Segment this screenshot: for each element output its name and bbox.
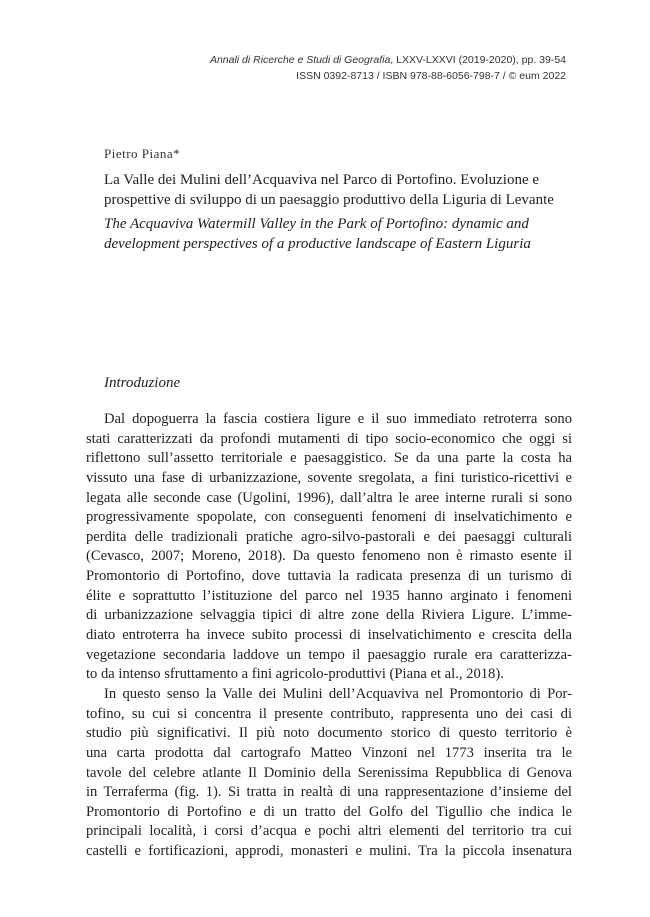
text-line: tofino, su cui si concentra il presente contributo, rappresenta uno dei casi di [86,705,572,722]
volume-pages: , LXXV-LXXVI (2019-2020), pp. 39-54 [390,54,566,66]
article-title-italian: La Valle dei Mulini dell’Acquaviva nel Parco di Portofino. Evoluzione e prospettive di sviluppo di un paesaggio produttivo della Liguria di Levante [104,172,554,208]
article-title-english: The Acquaviva Watermill Valley in the Park of Portofino: dynamic and development perspectives of a productive landscape of Eastern Liguria [104,216,531,252]
issn-line: ISSN 0392-8713 / ISBN 978-88-6056-798-7 / © eum 2022 [296,70,566,82]
text-line: Promontorio di Portofino, dove tuttavia la radicata presenza di un turismo di [86,568,572,585]
text-line: di urbanizzazione selvaggia tipici di altre zone della Riviera Ligure. L’imme- [86,607,572,624]
text-line: (Cevasco, 2007; Moreno, 2018). Da questo fenomeno non è rimasto esente il [86,548,572,565]
text-line: una carta prodotta dal cartografo Matteo Vinzoni nel 1773 inserita tra le [86,744,572,761]
text-line: studio più significativi. Il più noto documento storico di questo territorio è [86,725,572,742]
body-text [86,410,572,862]
text-line: In questo senso la Valle dei Mulini dell’Acquaviva nel Promontorio di Por- [104,685,572,702]
paragraph-1 [86,410,572,685]
text-line: stati caratterizzati da profondi mutamenti di tipo socio-economico che oggi si [86,430,572,447]
text-line: Promontorio di Portofino e di un tratto del Golfo del Tigullio che indica le [86,803,572,820]
text-line: Dal dopoguerra la fascia costiera ligure e il suo immediato retroterra sono [104,411,572,427]
paragraph-2 [86,685,572,862]
text-line: vissuto una fase di urbanizzazione, sovente sregolata, a fini turistico-ricettivi e [86,469,572,486]
text-line: perdita delle tradizionali pratiche agro-silvo-pastorali e dei paesaggi culturali [86,528,572,545]
text-line: tavole del celebre atlante Il Dominio della Serenissima Repubblica di Genova [86,764,572,781]
section-heading: Introduzione [104,375,181,391]
text-line: castelli e fortificazioni, approdi, monasteri e mulini. Tra la piccola insenatura [86,843,572,860]
text-line: principali località, i corsi d’acqua e pochi altri elementi del territorio tra cui [86,823,572,840]
text-line: to da intenso sfruttamento a fini agricolo-produttivi (Piana et al., 2018). [86,666,504,683]
text-line: vegetazione secondaria laddove un tempo il paesaggio rurale era caratterizza- [86,646,572,663]
running-header [210,52,566,84]
text-line: riflettono sull’assetto territoriale e paesaggistico. Se da una parte la costa ha [86,450,572,467]
text-line: élite e soprattutto l’istituzione del parco nel 1935 hanno arginato i fenomeni [86,587,572,604]
journal-citation-line [210,52,566,68]
author-name: Pietro Piana* [104,146,181,161]
text-line: diato entroterra ha invece subito processi di inselvatichimento e crescita della [86,627,572,644]
text-line: in Terraferma (fig. 1). Si tratta in realtà di una rappresentazione d’insieme del [86,784,572,801]
text-line: legata alle seconde case (Ugolini, 1996), dall’altra le aree interne rurali si sono [86,489,572,506]
journal-name: Annali di Ricerche e Studi di Geografia [209,54,391,66]
text-line: progressivamente spopolate, con conseguenti fenomeni di inselvatichimento e [86,509,572,526]
